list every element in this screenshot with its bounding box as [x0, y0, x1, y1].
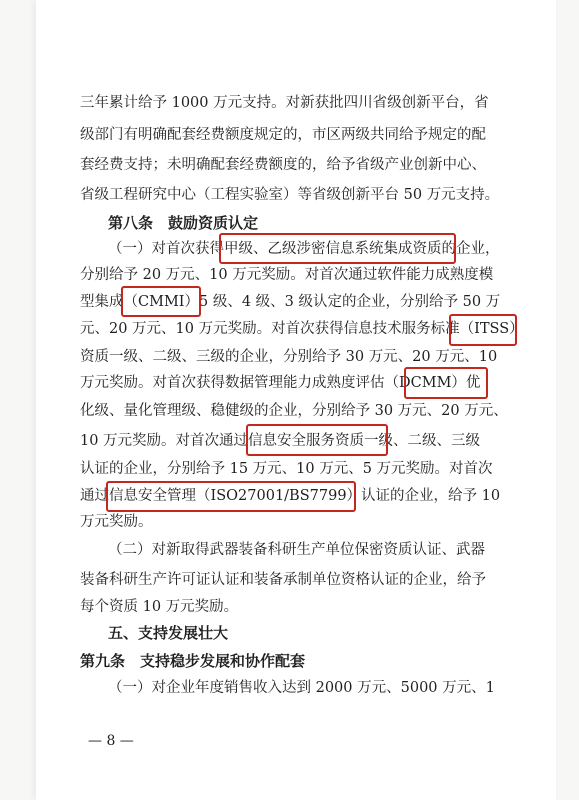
body-line: 每个资质 10 万元奖励。 [80, 599, 239, 615]
highlight-box-itss [449, 314, 517, 346]
body-line: 资质一级、二级、三级的企业，分别给予 30 万元、20 万元、10 [80, 349, 498, 365]
body-line: （一）对企业年度销售收入达到 2000 万元、5000 万元、1 [108, 680, 495, 696]
body-line: 装备科研生产许可证认证和装备承制单位资格认证的企业，给予 [80, 572, 486, 588]
body-line: 化级、量化管理级、稳健级的企业，分别给予 30 万元、20 万元、 [80, 403, 508, 419]
body-line: 通过信息安全管理（ISO27001/BS7799）认证的企业，给予 10 [80, 488, 501, 504]
highlight-box-security-service [246, 424, 388, 456]
body-line: （一）对首次获得甲级、乙级涉密信息系统集成资质的企业， [108, 241, 500, 257]
body-line: 分别给予 20 万元、10 万元奖励。对首次通过软件能力成熟度模 [80, 267, 494, 283]
page-number: — 8 — [88, 733, 134, 749]
body-line: 10 万元奖励。对首次通过信息安全服务资质一级、二级、三级 [80, 433, 481, 449]
body-line: 套经费支持；未明确配套经费额度的，给予省级产业创新中心、 [80, 157, 486, 173]
body-line: 省级工程研究中心（工程实验室）等省级创新平台 50 万元支持。 [80, 187, 500, 203]
body-line: （二）对新取得武器装备科研生产单位保密资质认证、武器 [108, 542, 485, 558]
article-heading: 第九条 支持稳步发展和协作配套 [80, 652, 306, 670]
article-heading: 第八条 鼓励资质认定 [108, 214, 259, 232]
body-line: 型集成（CMMI）5 级、4 级、3 级认定的企业，分别给予 50 万 [80, 294, 501, 310]
body-line: 万元奖励。 [80, 514, 153, 530]
body-line: 级部门有明确配套经费额度规定的，市区两级共同给予规定的配 [80, 127, 486, 143]
highlight-box-cmmi [121, 286, 201, 317]
body-line: 元、20 万元、10 万元奖励。对首次获得信息技术服务标准（ITSS） [80, 321, 524, 337]
highlight-box-dcmm [404, 367, 488, 399]
body-line: 认证的企业，分别给予 15 万元、10 万元、5 万元奖励。对首次 [80, 461, 493, 477]
highlight-box-classified-integration [219, 233, 456, 264]
body-line: 三年累计给予 1000 万元支持。对新获批四川省级创新平台，省 [80, 95, 489, 111]
highlight-box-iso27001 [106, 481, 356, 512]
section-heading: 五、支持发展壮大 [108, 624, 229, 642]
body-line: 万元奖励。对首次获得数据管理能力成熟度评估（DCMM）优 [80, 375, 481, 391]
